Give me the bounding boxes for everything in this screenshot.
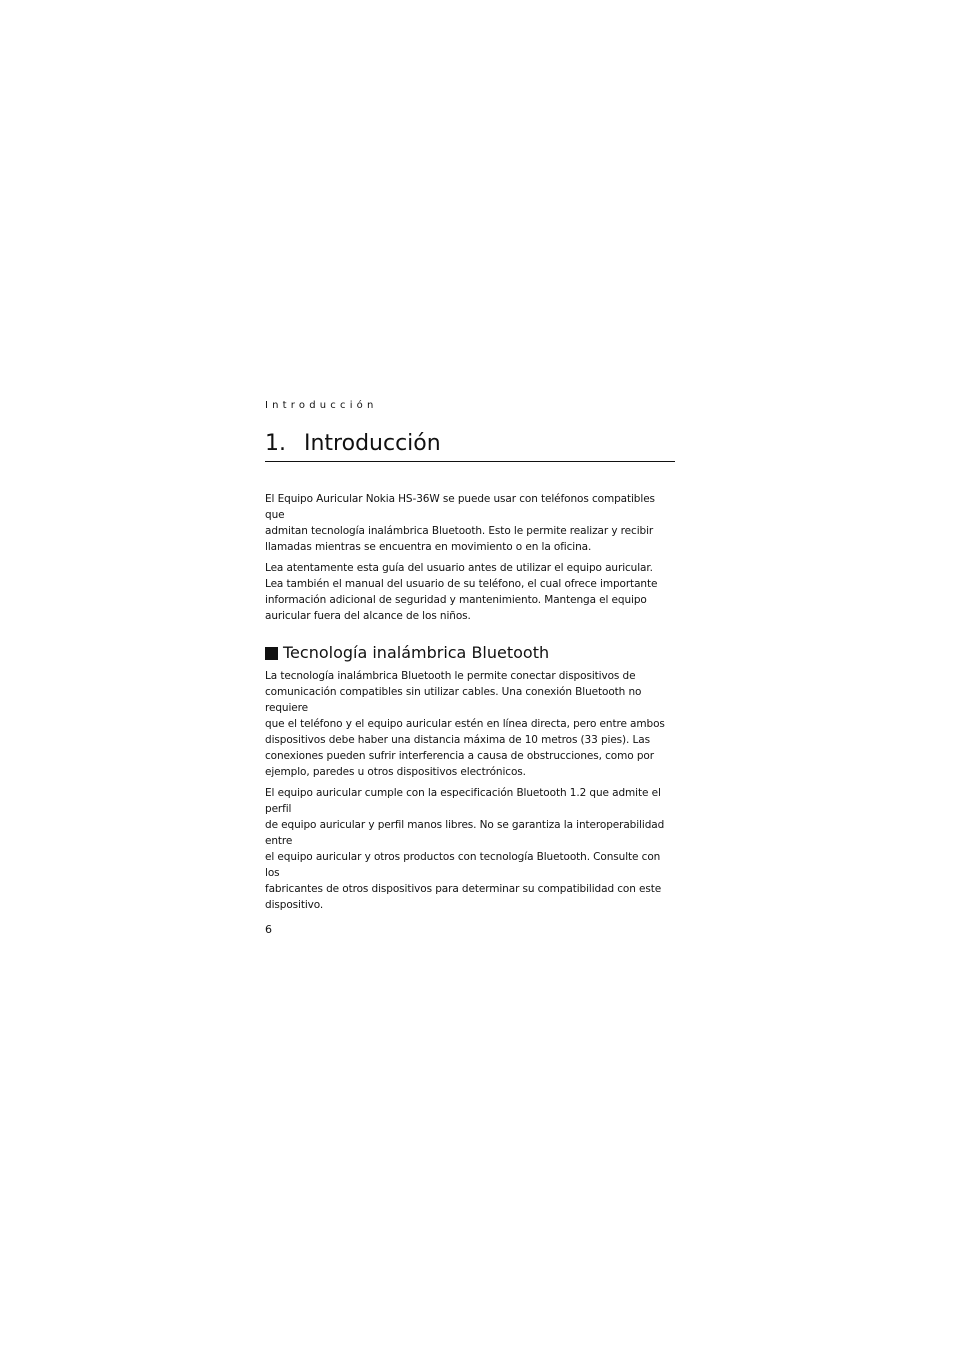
text-line: información adicional de seguridad y mantenimiento. Mantenga el equipo xyxy=(265,594,647,606)
text-line: admitan tecnología inalámbrica Bluetooth. Esto le permite realizar y recibir xyxy=(265,525,654,537)
text-line: El Equipo Auricular Nokia HS-36W se puede usar con teléfonos compatibles que xyxy=(265,493,655,521)
text-line: ejemplo, paredes u otros dispositivos electrónicos. xyxy=(265,766,526,778)
chapter-title-text: Introducción xyxy=(304,431,441,456)
text-line: de equipo auricular y perfil manos libres. No se garantiza la interoperabilidad entre xyxy=(265,819,665,847)
running-header: Introducción xyxy=(265,400,378,411)
text-line: La tecnología inalámbrica Bluetooth le permite conectar dispositivos de xyxy=(265,670,636,682)
text-line: dispositivo. xyxy=(265,899,324,911)
chapter-title xyxy=(265,430,675,462)
page-content xyxy=(265,400,675,913)
text-line: llamadas mientras se encuentra en movimiento o en la oficina. xyxy=(265,541,592,553)
text-line: auricular fuera del alcance de los niños. xyxy=(265,610,471,622)
text-line: fabricantes de otros dispositivos para determinar su compatibilidad con este xyxy=(265,883,662,895)
text-line: comunicación compatibles sin utilizar cables. Una conexión Bluetooth no requiere xyxy=(265,686,642,714)
text-line: conexiones pueden sufrir interferencia a causa de obstrucciones, como por xyxy=(265,750,654,762)
text-line: El equipo auricular cumple con la especificación Bluetooth 1.2 que admite el perfil xyxy=(265,787,661,815)
text-line: el equipo auricular y otros productos con tecnología Bluetooth. Consulte con los xyxy=(265,851,661,879)
text-line: que el teléfono y el equipo auricular estén en línea directa, pero entre ambos xyxy=(265,718,665,730)
chapter-number: 1. xyxy=(265,431,286,456)
text-line: dispositivos debe haber una distancia máxima de 10 metros (33 pies). Las xyxy=(265,734,650,746)
section-heading-text: Tecnología inalámbrica Bluetooth xyxy=(283,643,550,662)
page-number: 6 xyxy=(265,923,272,936)
section-paragraph-1 xyxy=(265,668,675,780)
intro-paragraph-1 xyxy=(265,491,675,555)
section-paragraph-2 xyxy=(265,785,675,913)
text-line: Lea también el manual del usuario de su teléfono, el cual ofrece importante xyxy=(265,578,658,590)
section-heading xyxy=(265,642,675,664)
text-line: Lea atentamente esta guía del usuario antes de utilizar el equipo auricular. xyxy=(265,562,653,574)
intro-paragraph-2 xyxy=(265,560,675,624)
square-bullet-icon xyxy=(265,647,278,660)
